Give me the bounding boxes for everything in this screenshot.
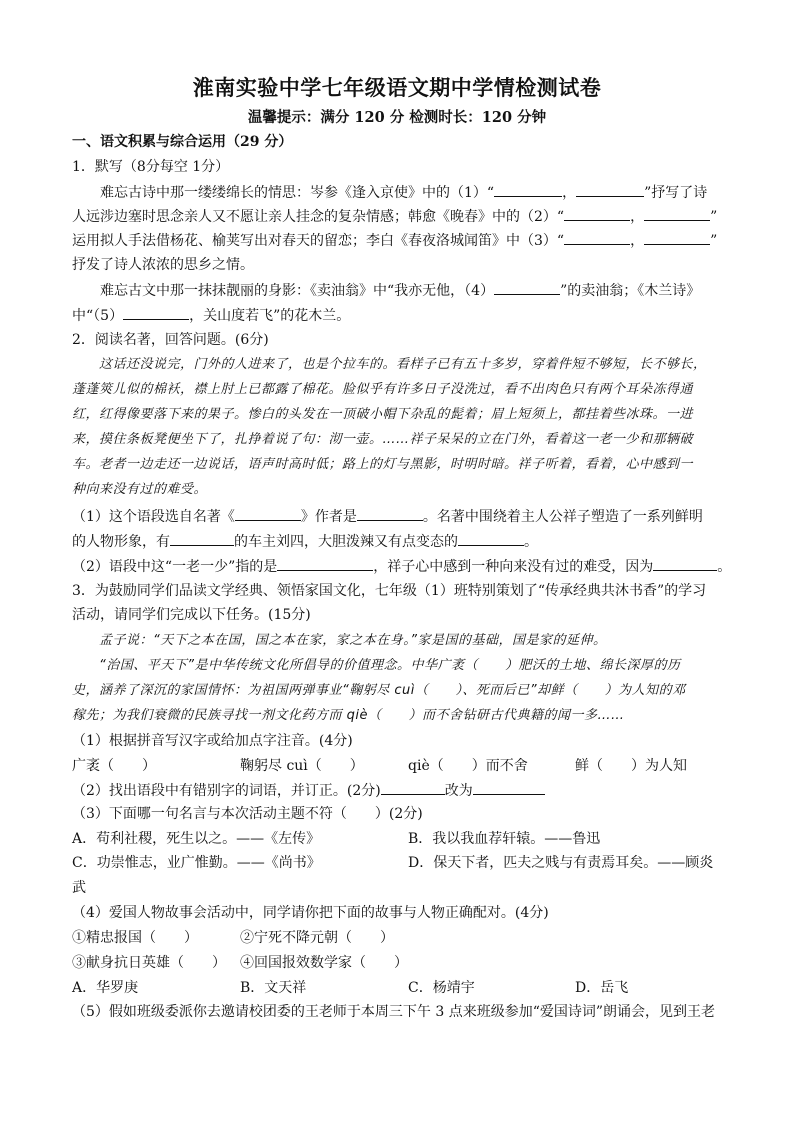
blank-liusi[interactable] (170, 531, 234, 546)
q3-t4-story1: ①精忠报国（ ） (72, 930, 198, 946)
q3-stem-line1: 3．为鼓励同学们品读文学经典、领悟家国文化，七年级（1）班特别策划了“传承经典共沐书香”的学习 (72, 583, 707, 599)
q2-passage-line: 车。老者一边走还一边说话，语声时高时低；路上的灯与黑影，时明时暗。祥子听着，看着，心中感到一 (72, 457, 694, 472)
q1-p1-line3: 运用拟人手法借杨花、榆荚写出对春天的留恋；李白《春夜洛城闻笛》中（3）“ ， ” (72, 230, 717, 251)
q2-passage-line: 这话还没说完，门外的人进来了，也是个拉车的。看样子已有五十多岁，穿着件短不够短，长不够长， (72, 357, 707, 372)
q1-p1-line1: 难忘古诗中那一缕缕绵长的情思：岑参《逢入京使》中的（1）“ ， ”抒写了诗 (72, 182, 707, 203)
blank-1a[interactable] (494, 182, 562, 197)
blank-reason[interactable] (653, 556, 717, 571)
blank-book[interactable] (235, 506, 301, 521)
exam-subtitle: 温馨提示：满分 120 分 检测时长：120 分钟 (247, 109, 547, 126)
q3-t5-stem: （5）假如班级委派你去邀请校团委的王老师于本周三下午 3 点来班级参加“爱国诗词”朗诵会，见到王老 (72, 1004, 716, 1020)
q3-t4-story2: ②宁死不降元朝（ ） (240, 930, 394, 946)
q2-passage-line: 红，红得像要落下来的果子。惨白的头发在一顶破小帽下杂乱的髭着；眉上短须上，都挂着些冰珠。一进 (72, 407, 694, 422)
q3-t3-stem: （3）下面哪一句名言与本次活动主题不符（ ）(2分) (72, 806, 423, 822)
q3-t4-stem: （4）爱国人物故事会活动中，同学请你把下面的故事与人物正确配对。(4分) (72, 905, 549, 921)
blank-wrong-word[interactable] (381, 780, 445, 795)
q3-t1-stem: （1）根据拼音写汉字或给加点字注音。(4分) (72, 733, 353, 749)
q3-t1-item3: qiè（ ）而不舍 (408, 758, 528, 774)
q2-passage-line: 种向来没有过的难受。 (72, 482, 208, 497)
blank-5[interactable] (123, 305, 189, 320)
q3-t3-option-c: C．功崇惟志，业广惟勤。——《尚书》 (72, 855, 321, 871)
q2-stem: 2．阅读名著，回答问题。(6分) (72, 332, 269, 348)
q1-p2-line1: 难忘古文中那一抹抹靓丽的身影：《卖油翁》中“我亦无他，（4） ”的卖油翁；《木兰诗》 (72, 280, 700, 301)
blank-4[interactable] (494, 280, 560, 295)
q2-passage-line: 蓬蓬筴儿似的棉袄，襟上肘上已都露了棉花。脸似乎有许多日子没洗过，看不出肉色只有两个耳朵冻得通 (72, 382, 694, 397)
q1-stem: 1．默写（8分每空 1分） (72, 159, 230, 175)
q3-t3-option-a: A．苟利社稷，死生以之。——《左传》 (72, 831, 321, 847)
q3-t4-story4: ④回国报效数学家（ ） (240, 955, 408, 971)
q2-sub2: （2）语段中这“一老一少”指的是 ，祥子心中感到一种向来没有过的难受，因为 。 (72, 556, 731, 577)
q3-t4-story3: ③献身抗日英雄（ ） (72, 955, 226, 971)
q3-stem-line2: 活动，请同学们完成以下任务。(15分) (72, 607, 311, 623)
q2-passage-line: 来，摸住条板凳便坐下了，扎挣着说了句：沏一壶。……祥子呆呆的立在门外，看着这一老一少和那辆破 (72, 432, 694, 447)
q3-t2: （2）找出语段中有错别字的词语，并订正。(2分) 改为 (72, 780, 545, 801)
q3-t3-option-d: D．保天下者，匹夫之贱与有责焉耳矣。——顾炎 (408, 855, 714, 871)
blank-2b[interactable] (644, 206, 710, 221)
q3-t1-item1: 广袤（ ） (72, 758, 156, 774)
q1-p1-line4: 抒发了诗人浓浓的思乡之情。 (72, 257, 254, 273)
q3-t4-person-c: C．杨靖宇 (408, 980, 475, 996)
q3-t4-person-b: B．文天祥 (240, 980, 307, 996)
blank-old-young[interactable] (277, 556, 373, 571)
blank-2a[interactable] (564, 206, 630, 221)
q3-passage-line: 孟子说：“天下之本在国，国之本在家，家之本在身。”家是国的基础，国是家的延伸。 (72, 633, 607, 648)
q3-t3-option-d-cont: 武 (72, 880, 86, 896)
q3-t1-item2: 鞠躬尽 cuì（ ） (240, 758, 364, 774)
q3-t4-person-a: A．华罗庚 (72, 980, 139, 996)
exam-title: 淮南实验中学七年级语文期中学情检测试卷 (192, 75, 602, 100)
q3-t3-option-b: B．我以我血荐轩辕。——鲁迅 (408, 831, 601, 847)
q2-sub1-line2: 的人物形象，有 的车主刘四，大胆泼辣又有点变态的 。 (72, 531, 538, 552)
q3-passage-line: 史，涵养了深沉的家国情怀：为祖国两弹事业“鞠躬尽 cuì（ ）、死而后已”却鲜（ ）为人知的邓 (72, 683, 686, 698)
section-heading: 一、语文积累与综合运用（29 分） (72, 134, 293, 150)
blank-author[interactable] (357, 506, 423, 521)
q3-t4-person-d: D．岳飞 (575, 980, 629, 996)
blank-1b[interactable] (576, 182, 644, 197)
blank-3b[interactable] (644, 230, 710, 245)
blank-corrected[interactable] (473, 780, 545, 795)
q3-passage-line: 稼先；为我们衰微的民族寻找一剂文化药方而 qiè（ ）而不舍钻研古代典籍的闻一多…… (72, 708, 625, 723)
blank-3a[interactable] (564, 230, 630, 245)
blank-character[interactable] (458, 531, 524, 546)
q1-p2-line2: 中“（5） ，关山度若飞”的花木兰。 (72, 305, 350, 326)
q3-t1-item4: 鲜（ ）为人知 (575, 758, 687, 774)
q1-p1-line2: 人远涉边塞时思念亲人又不愿让亲人挂念的复杂情感；韩愈《晚春》中的（2）“ ， ” (72, 206, 717, 227)
q3-passage-line: “治国、平天下”是中华传统文化所倡导的价值理念。中华广袤（ ）肥沃的土地、绵长深厚的历 (72, 658, 681, 673)
q2-sub1-line1: （1）这个语段选自名著《 》作者是 。名著中围绕着主人公祥子塑造了一系列鲜明 (72, 506, 703, 527)
